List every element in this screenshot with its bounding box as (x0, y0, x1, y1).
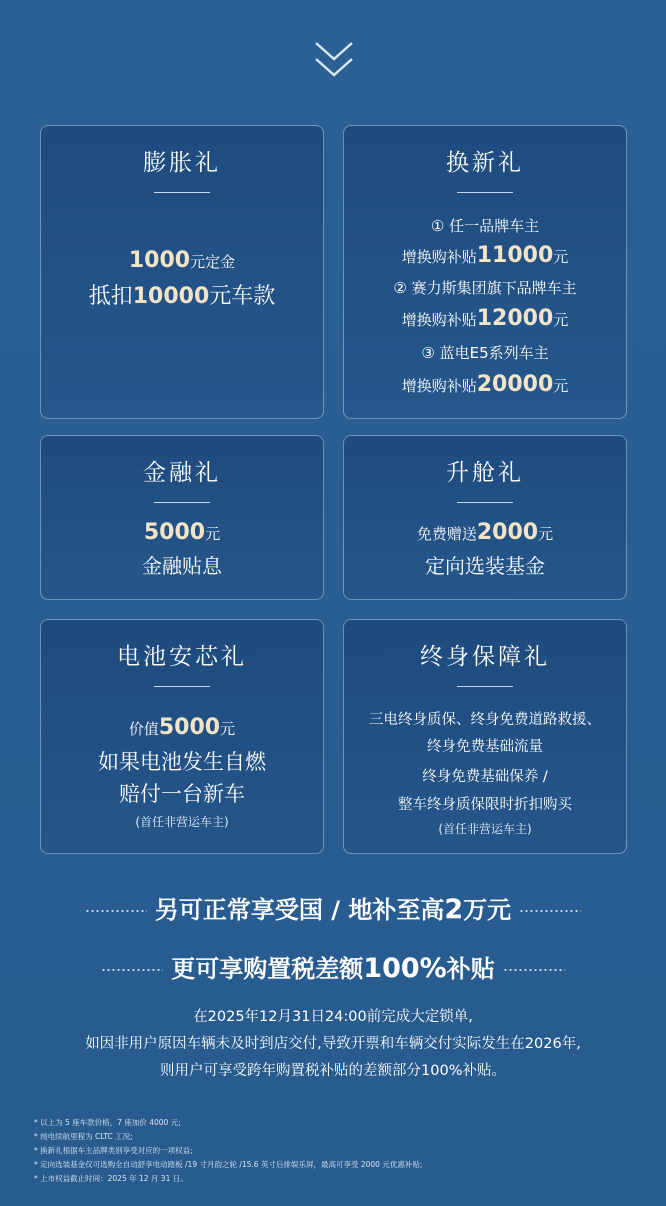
divider (154, 192, 210, 193)
deposit-amount: 1000 (128, 248, 191, 273)
finance-amount: 5000 (143, 520, 206, 545)
lifetime-line-3: 终身免费基础保养 / (422, 769, 548, 785)
renew-owner-2: ② 赛力斯集团旗下品牌车主 (393, 279, 577, 297)
dotted-line-right (519, 910, 581, 912)
dotted-line-left (85, 910, 147, 912)
card-renew-gift: 换新礼 ① 任一品牌车主 增换购补贴11000元 ② 赛力斯集团旗下品牌车主 增换购补贴12000元 ③ 蓝电E5系列车主 增换购补贴20000元 (343, 125, 627, 419)
lifetime-line-4: 整车终身质保限时折扣购买 (398, 797, 572, 813)
renew-amount-3: 20000 (476, 372, 554, 397)
card-lifetime-gift (343, 619, 627, 854)
subsidy-amount: 2 (444, 894, 464, 925)
deduct-prefix: 抵扣 (88, 284, 133, 309)
cabin-amount: 2000 (476, 520, 539, 545)
deposit-unit: 元定金 (190, 253, 236, 271)
subsidy-banner: 另可正常享受国 / 地补至高2万元 (0, 890, 666, 930)
card-title: 换新礼 (446, 150, 524, 176)
battery-note: (首任非营运车主) (135, 815, 229, 829)
divider (457, 686, 513, 687)
tax-percent: 100% (363, 953, 447, 984)
footnotes: * 以上为 5 座车款价格，7 座加价 4000 元; * 纯电续航里程为 CLTC 工况; * 换新礼根据车主品牌类别享受对应的一项权益; * 定向选装基金仅可选购全自动舒享电动踏板 /19 寸月韵之轮 /15.6 英寸后排娱乐屏，最高可享受 2000 元优惠补贴; * 上市权益截止时间：2025 年 12 月 31 日。 (34, 1118, 423, 1183)
lifetime-note: (首任非营运车主) (438, 822, 532, 836)
card-expand-gift (40, 125, 324, 419)
deduct-suffix: 元车款 (209, 284, 276, 309)
tax-banner: 更可享购置税差额100%补贴 (0, 949, 666, 989)
battery-line-2: 如果电池发生自燃 (98, 750, 266, 774)
card-title: 金融礼 (143, 460, 221, 486)
divider (154, 502, 210, 503)
renew-amount-1: 11000 (476, 243, 554, 268)
divider (154, 686, 210, 687)
battery-line-3: 赔付一台新车 (119, 782, 245, 806)
dotted-line-left (101, 969, 163, 971)
renew-amount-2: 12000 (476, 306, 554, 331)
card-battery-gift: 电池安芯礼 价值5000元 如果电池发生自燃 赔付一台新车 (首任非营运车主) (40, 619, 324, 854)
renew-owner-1: ① 任一品牌车主 (430, 217, 540, 235)
dotted-line-right (503, 969, 565, 971)
renew-owner-3: ③ 蓝电E5系列车主 (421, 344, 549, 362)
card-title: 电池安芯礼 (117, 644, 247, 670)
finance-text: 金融贴息 (142, 554, 222, 578)
divider (457, 192, 513, 193)
card-title: 终身保障礼 (420, 644, 550, 670)
deduct-amount: 10000 (132, 284, 210, 309)
card-cabin-gift: 升舱礼 免费赠送2000元 定向选装基金 (343, 435, 627, 600)
lifetime-line-1: 三电终身质保、终身免费道路救援、 (369, 712, 601, 728)
card-title: 膨胀礼 (143, 150, 221, 176)
card-title: 升舱礼 (446, 460, 524, 486)
cabin-text: 定向选装基金 (425, 554, 545, 578)
double-chevron-down-icon (313, 40, 355, 80)
battery-amount: 5000 (158, 715, 221, 740)
card-finance-gift: 金融礼 5000元 金融贴息 (40, 435, 324, 600)
tax-terms-paragraph: 在2025年12月31日24:00前完成大定锁单, 如因非用户原因车辆未及时到店交付,导致开票和车辆交付实际发生在2026年, 则用户可享受跨年购置税补贴的差额部分100%补贴。 (85, 1009, 581, 1079)
divider (457, 502, 513, 503)
lifetime-line-2: 终身免费基础流量 (427, 739, 543, 755)
